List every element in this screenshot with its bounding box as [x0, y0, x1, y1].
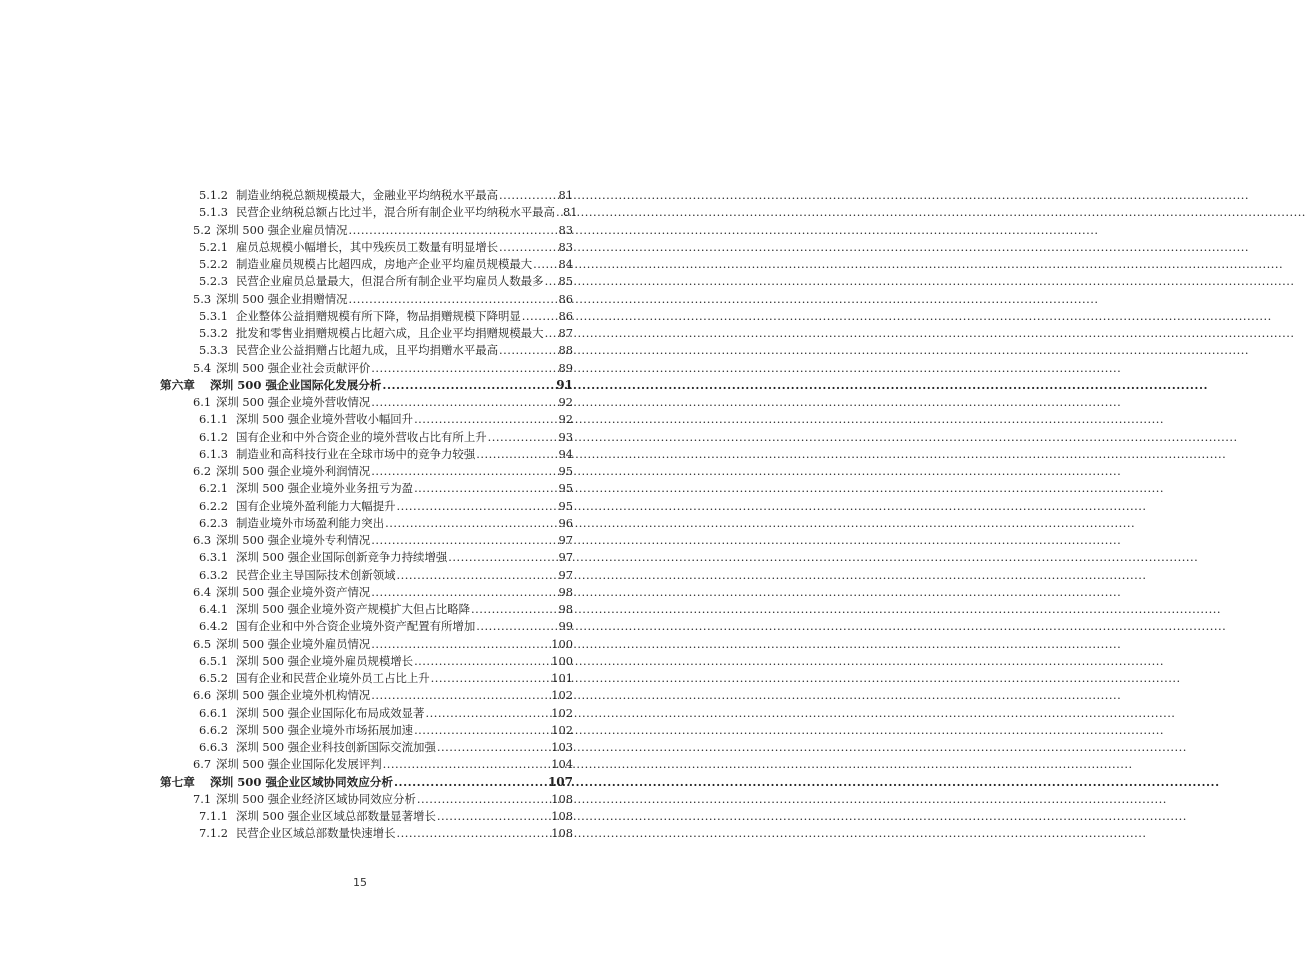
- toc-entry-title: 批发和零售业捐赠规模占比超六成，且企业平均捐赠规模最大: [236, 326, 544, 340]
- toc-entry-number: 6.5.1: [199, 653, 228, 668]
- toc-entry-number: 6.6: [193, 688, 212, 703]
- toc-leader-dots: [471, 601, 557, 618]
- toc-entry-section[interactable]: [160, 222, 573, 239]
- toc-entry-page: 98: [558, 584, 573, 599]
- toc-leader-dots: [488, 429, 558, 446]
- toc-entry-page: 104: [551, 757, 573, 772]
- toc-entry-number: 6.2.1: [199, 481, 228, 496]
- toc-leader-dots: [414, 722, 550, 739]
- toc-entry-number: 6.4: [193, 584, 212, 599]
- toc-entry-title: 国有企业和中外合资企业境外资产配置有所增加: [236, 619, 476, 634]
- toc-entry-number: 5.3.2: [199, 326, 228, 340]
- toc-entry-page: 108: [551, 791, 573, 806]
- toc-entry-sub[interactable]: [160, 325, 573, 342]
- toc-entry-sub[interactable]: [160, 480, 573, 497]
- toc-entry-sub[interactable]: [160, 515, 573, 532]
- toc-entry-chapter[interactable]: [160, 377, 573, 394]
- toc-entry-page: 89: [558, 360, 573, 375]
- toc-leader-dots: [425, 705, 550, 722]
- toc-entry-page: 102: [551, 722, 573, 737]
- toc-leader-dots: [396, 498, 557, 515]
- toc-entry-page: 96: [558, 515, 573, 530]
- toc-leader-dots: [396, 567, 557, 584]
- toc-leader-dots: [371, 394, 557, 411]
- toc-entry-title: 深圳 500 强企业境外专利情况: [216, 533, 371, 547]
- toc-entry-section[interactable]: [160, 636, 573, 653]
- toc-entry-page: 102: [551, 688, 573, 703]
- toc-entry-number: 第六章: [160, 377, 195, 392]
- toc-entry-page: 100: [551, 636, 573, 651]
- toc-entry-title: 深圳 500 强企业境外营收小幅回升: [236, 412, 414, 427]
- toc-entry-number: 6.5.2: [199, 671, 228, 685]
- toc-entry-page: 81: [558, 188, 573, 202]
- toc-entry-title: 深圳 500 强企业境外雇员情况: [216, 636, 371, 651]
- toc-entry-page: 95: [558, 464, 573, 478]
- toc-entry-page: 95: [558, 481, 573, 496]
- toc-entry-number: 第七章: [160, 774, 195, 789]
- toc-entry-page: 97: [558, 567, 573, 582]
- toc-entry-chapter[interactable]: [160, 774, 573, 791]
- toc-entry-number: 6.1: [193, 395, 212, 409]
- toc-leader-dots: [437, 739, 550, 756]
- toc-entry-title: 深圳 500 强企业境外资产规模扩大但占比略降: [236, 602, 471, 616]
- toc-entry-title: 深圳 500 强企业区域协同效应分析: [210, 774, 393, 789]
- toc-leader-dots: [394, 774, 547, 791]
- toc-entry-title: 雇员总规模小幅增长，其中残疾员工数量有明显增长: [236, 239, 498, 254]
- toc-entry-sub[interactable]: [160, 722, 573, 739]
- toc-leader-dots: [349, 222, 558, 239]
- toc-entry-sub[interactable]: [160, 549, 573, 566]
- toc-entry-title: 民营企业纳税总额占比过半，混合所有制企业平均纳税水平最高: [236, 205, 555, 220]
- toc-entry-page: 88: [558, 343, 573, 358]
- toc-entry-number: 5.1.2: [199, 188, 228, 202]
- toc-entry-sub[interactable]: [160, 342, 573, 359]
- toc-entry-page: 84: [558, 257, 573, 271]
- toc-entry-title: 深圳 500 强企业国际化布局成效显著: [236, 705, 425, 720]
- toc-leader-dots: [385, 515, 557, 532]
- toc-entry-number: 5.2: [193, 222, 212, 237]
- toc-entry-title: 民营企业区域总部数量快速增长: [236, 826, 396, 841]
- toc-entry-title: 企业整体公益捐赠规模有所下降，物品捐赠规模下降明显: [236, 308, 521, 323]
- toc-entry-section[interactable]: [160, 687, 573, 704]
- toc-entry-title: 民营企业主导国际技术创新领域: [236, 567, 396, 582]
- toc-entry-number: 5.3.1: [199, 308, 228, 323]
- toc-entry-section[interactable]: [160, 463, 573, 480]
- toc-entry-title: 深圳 500 强企业境外营收情况: [216, 395, 371, 409]
- toc-entry-number: 6.7: [193, 757, 212, 772]
- toc-entry-page: 81: [562, 205, 578, 220]
- toc-entry-title: 深圳 500 强企业境外利润情况: [216, 464, 371, 478]
- toc-entry-title: 制造业纳税总额规模最大，金融业平均纳税水平最高: [236, 188, 498, 202]
- toc-entry-number: 6.6.2: [199, 722, 228, 737]
- toc-entry-sub[interactable]: [160, 825, 573, 842]
- toc-entry-section[interactable]: [160, 791, 573, 808]
- toc-entry-page: 98: [558, 602, 573, 616]
- toc-leader-dots: [414, 653, 550, 670]
- toc-entry-number: 6.6.1: [199, 705, 228, 720]
- toc-entry-number: 5.2.3: [199, 274, 228, 289]
- toc-entry-sub[interactable]: [160, 498, 573, 515]
- toc-entry-page: 95: [558, 498, 573, 513]
- toc-entry-title: 深圳 500 强企业社会贡献评价: [216, 360, 371, 375]
- toc-entry-page: 108: [551, 826, 573, 841]
- toc-entry-section[interactable]: [160, 756, 573, 773]
- toc-entry-number: 6.3: [193, 533, 212, 547]
- toc-entry-number: 6.2.2: [199, 498, 228, 513]
- toc-leader-dots: [417, 791, 550, 808]
- toc-entry-title: 国有企业境外盈利能力大幅提升: [236, 498, 396, 513]
- toc-entry-page: 92: [558, 395, 573, 409]
- toc-leader-dots: [414, 480, 557, 497]
- toc-entry-number: 6.1.3: [199, 446, 228, 461]
- toc-entry-sub[interactable]: [160, 705, 573, 722]
- toc-entry-number: 6.1.1: [199, 412, 228, 427]
- toc-entry-section[interactable]: [160, 532, 573, 549]
- toc-entry-page: 101: [551, 671, 573, 685]
- toc-entry-title: 深圳 500 强企业境外业务扭亏为盈: [236, 481, 414, 496]
- toc-leader-dots: [371, 687, 550, 704]
- toc-entry-sub[interactable]: [160, 670, 573, 687]
- toc-entry-page: 86: [558, 308, 573, 323]
- toc-leader-dots: [431, 670, 551, 687]
- toc-leader-dots: [371, 463, 557, 480]
- toc-entry-page: 108: [551, 809, 573, 823]
- toc-leader-dots: [371, 532, 557, 549]
- toc-entry-sub[interactable]: [160, 204, 578, 221]
- toc-leader-dots: [545, 325, 558, 342]
- toc-entry-page: 99: [558, 619, 573, 634]
- toc-entry-sub[interactable]: [160, 601, 573, 618]
- toc-leader-dots: [371, 360, 557, 377]
- toc-leader-dots: [499, 187, 558, 204]
- toc-leader-dots: [448, 549, 557, 566]
- toc-entry-number: 6.5: [193, 636, 212, 651]
- toc-entry-number: 6.3.1: [199, 550, 228, 565]
- table-of-contents: [160, 187, 578, 843]
- toc-entry-number: 5.3: [193, 291, 212, 306]
- toc-entry-number: 6.2.3: [199, 515, 228, 530]
- toc-entry-page: 94: [558, 446, 573, 461]
- toc-entry-page: 86: [558, 291, 573, 306]
- toc-entry-number: 5.4: [193, 360, 212, 375]
- toc-entry-title: 深圳 500 强企业捐赠情况: [216, 291, 348, 306]
- toc-entry-sub[interactable]: [160, 411, 573, 428]
- toc-leader-dots: [476, 618, 557, 635]
- toc-entry-number: 5.3.3: [199, 343, 228, 358]
- toc-entry-page: 83: [558, 239, 573, 254]
- toc-entry-page: 87: [558, 326, 573, 340]
- toc-entry-sub[interactable]: [160, 256, 573, 273]
- toc-entry-page: 103: [551, 740, 573, 754]
- toc-entry-page: 83: [558, 222, 573, 237]
- toc-entry-number: 5.2.2: [199, 257, 228, 271]
- toc-entry-page: 93: [558, 429, 573, 444]
- toc-entry-section[interactable]: [160, 584, 573, 601]
- toc-entry-title: 深圳 500 强企业科技创新国际交流加强: [236, 740, 436, 754]
- toc-entry-sub[interactable]: [160, 273, 573, 290]
- toc-entry-page: 102: [551, 705, 573, 720]
- toc-leader-dots: [499, 342, 558, 359]
- toc-leader-dots: [533, 256, 557, 273]
- toc-entry-sub[interactable]: [160, 653, 573, 670]
- page-number: 15: [353, 876, 367, 889]
- toc-entry-number: 6.1.2: [199, 429, 228, 444]
- toc-entry-page: 92: [558, 412, 573, 427]
- toc-entry-number: 6.2: [193, 464, 212, 478]
- toc-entry-page: 97: [558, 550, 573, 565]
- toc-entry-title: 深圳 500 强企业境外机构情况: [216, 688, 371, 703]
- toc-entry-title: 深圳 500 强企业国际创新竞争力持续增强: [236, 550, 448, 565]
- toc-entry-number: 5.2.1: [199, 239, 228, 254]
- toc-leader-dots: [349, 291, 558, 308]
- toc-entry-sub[interactable]: [160, 808, 573, 825]
- toc-entry-sub[interactable]: [160, 308, 573, 325]
- toc-entry-number: 7.1.1: [199, 809, 228, 823]
- toc-entry-title: 深圳 500 强企业境外资产情况: [216, 584, 371, 599]
- toc-entry-number: 6.4.2: [199, 619, 228, 634]
- toc-leader-dots: [371, 584, 557, 601]
- toc-entry-page: 97: [558, 533, 573, 547]
- toc-leader-dots: [396, 825, 550, 842]
- toc-entry-title: 深圳 500 强企业区域总部数量显著增长: [236, 809, 436, 823]
- toc-entry-number: 6.6.3: [199, 740, 228, 754]
- toc-leader-dots: [383, 756, 551, 773]
- toc-entry-sub[interactable]: [160, 187, 573, 204]
- toc-leader-dots: [522, 308, 558, 325]
- toc-entry-title: 国有企业和中外合资企业的境外营收占比有所上升: [236, 429, 487, 444]
- toc-entry-title: 民营企业公益捐赠占比超九成，且平均捐赠水平最高: [236, 343, 498, 358]
- toc-leader-dots: [382, 377, 555, 394]
- toc-entry-title: 制造业和高科技行业在全球市场中的竞争力较强: [236, 446, 476, 461]
- toc-entry-number: 7.1: [193, 791, 212, 806]
- toc-entry-number: 6.3.2: [199, 567, 228, 582]
- toc-leader-dots: [545, 273, 558, 290]
- toc-entry-sub[interactable]: [160, 429, 573, 446]
- toc-entry-title: 深圳 500 强企业国际化发展评判: [216, 757, 382, 772]
- toc-entry-section[interactable]: [160, 360, 573, 377]
- toc-entry-title: 制造业雇员规模占比超四成，房地产企业平均雇员规模最大: [236, 257, 533, 271]
- toc-entry-sub[interactable]: [160, 567, 573, 584]
- toc-entry-title: 深圳 500 强企业国际化发展分析: [210, 377, 382, 392]
- toc-entry-sub[interactable]: [160, 446, 573, 463]
- toc-entry-title: 深圳 500 强企业境外市场拓展加速: [236, 722, 414, 737]
- toc-entry-section[interactable]: [160, 291, 573, 308]
- toc-entry-page: 100: [551, 653, 573, 668]
- toc-entry-section[interactable]: [160, 394, 573, 411]
- toc-entry-title: 国有企业和民营企业境外员工占比上升: [236, 671, 430, 685]
- toc-leader-dots: [414, 411, 557, 428]
- toc-entry-sub[interactable]: [160, 739, 573, 756]
- toc-entry-number: 5.1.3: [199, 205, 228, 220]
- toc-entry-number: 7.1.2: [199, 826, 228, 841]
- toc-entry-sub[interactable]: [160, 239, 573, 256]
- toc-entry-page: 91: [556, 377, 573, 392]
- toc-entry-page: 85: [558, 274, 573, 289]
- toc-leader-dots: [476, 446, 557, 463]
- toc-entry-title: 民营企业雇员总量最大，但混合所有制企业平均雇员人数最多: [236, 274, 544, 289]
- toc-entry-sub[interactable]: [160, 618, 573, 635]
- toc-entry-title: 深圳 500 强企业经济区域协同效应分析: [216, 791, 416, 806]
- toc-entry-title: 制造业境外市场盈利能力突出: [236, 515, 385, 530]
- toc-leader-dots: [371, 636, 550, 653]
- toc-leader-dots: [556, 204, 562, 221]
- toc-leader-dots: [499, 239, 558, 256]
- toc-entry-title: 深圳 500 强企业境外雇员规模增长: [236, 653, 414, 668]
- toc-entry-number: 6.4.1: [199, 602, 228, 616]
- toc-leader-dots: [437, 808, 550, 825]
- toc-entry-title: 深圳 500 强企业雇员情况: [216, 222, 348, 237]
- toc-entry-page: 107: [547, 774, 573, 789]
